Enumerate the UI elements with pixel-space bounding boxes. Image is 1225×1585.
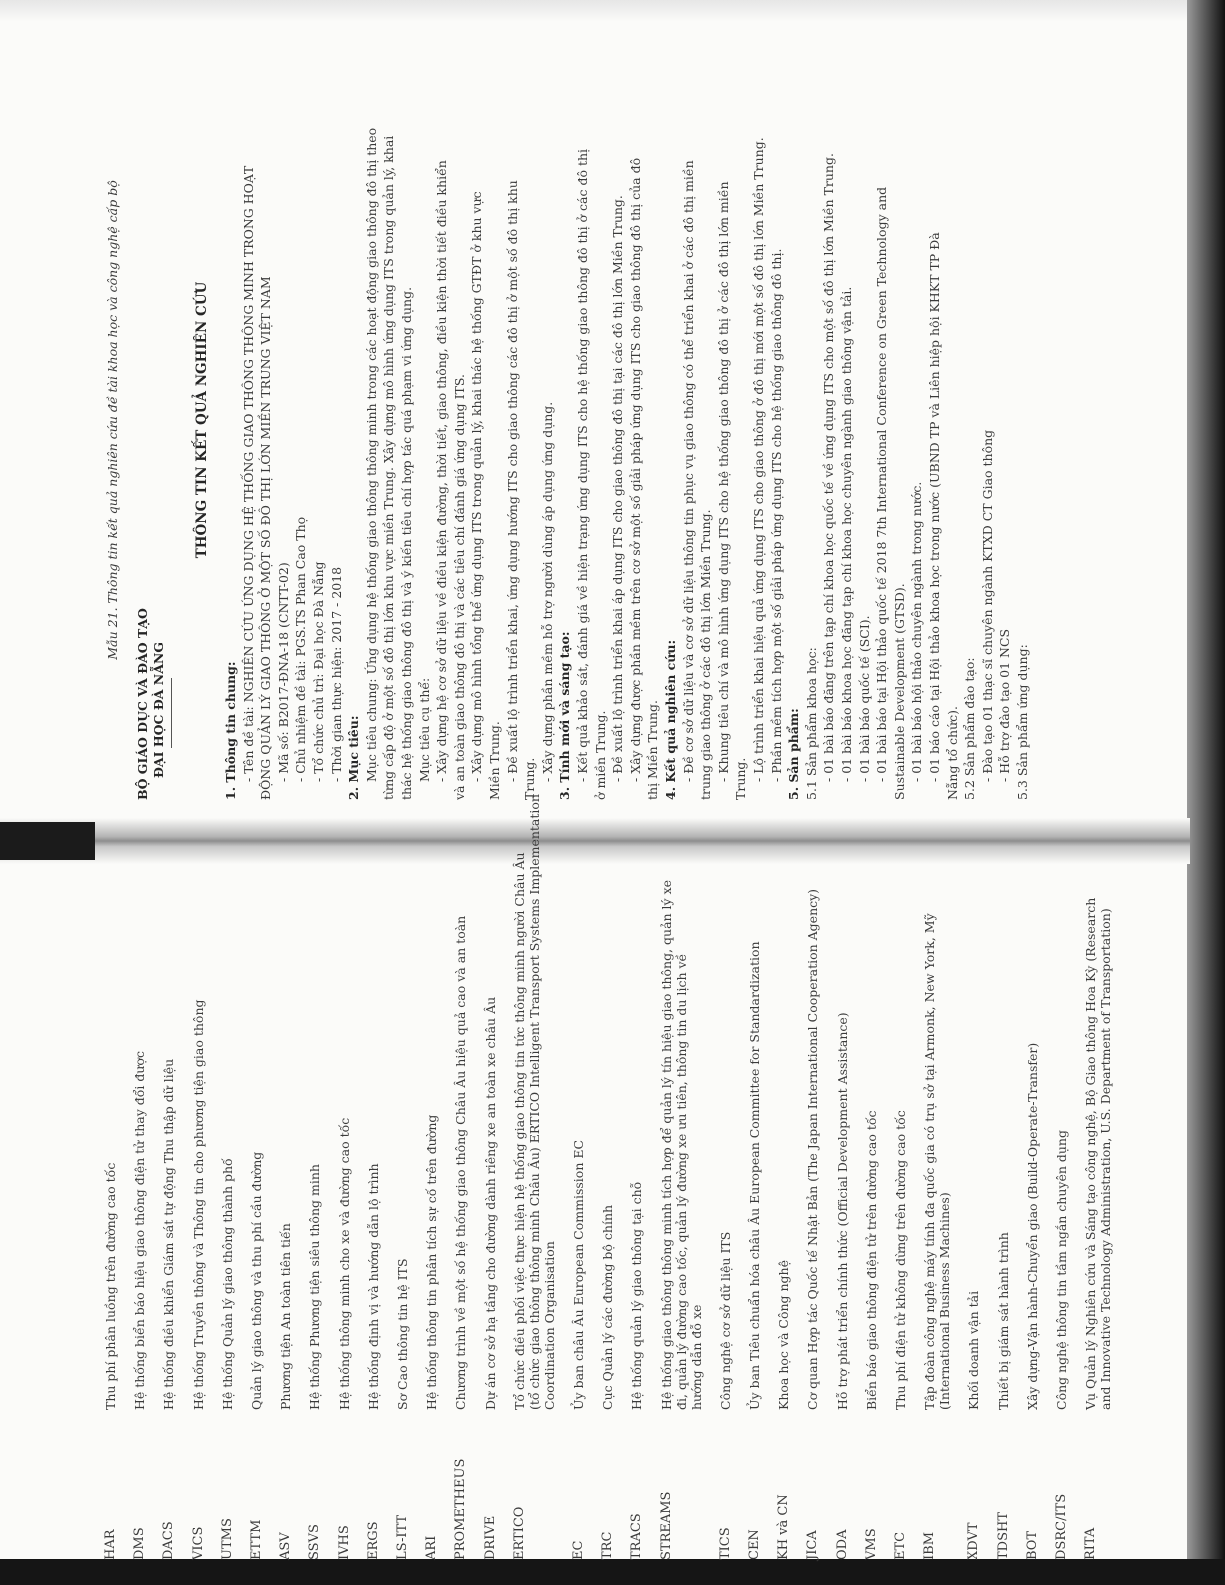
abbreviation-term: BOT bbox=[1024, 1530, 1040, 1560]
abbreviation-term: TRC bbox=[600, 1531, 616, 1560]
abbreviation-definition: Ủy ban Tiêu chuẩn hóa châu Âu European Committee for Standardization bbox=[747, 941, 762, 1410]
upper-page bbox=[95, 40, 1105, 800]
abbreviation-term: DMS bbox=[132, 1527, 148, 1560]
lower-page bbox=[95, 794, 1114, 1560]
body-line: Sustainable Development (GTSD). bbox=[891, 583, 907, 800]
abbreviation-term: TRACS bbox=[629, 1513, 645, 1560]
body-line: - Đào tạo 01 thạc sĩ chuyên ngành KTXD CT Giao thông bbox=[979, 429, 995, 782]
book-spine bbox=[0, 818, 1190, 864]
section-heading: 4. Kết quả nghiên cứu: bbox=[663, 639, 678, 800]
body-line: - 01 bài báo hội thảo chuyên ngành trong nước. bbox=[909, 481, 925, 782]
body-line: - 01 bài báo đăng trên tạp chí khoa học quốc tế về ứng dụng ITS cho một số đô thị lớn Miền Trung. bbox=[821, 153, 837, 782]
form-header: Mẫu 21. Thông tin kết quả nghiên cứu đề tài khoa học và công nghệ cấp bộ bbox=[105, 180, 120, 660]
abbreviation-term: CEN bbox=[747, 1529, 762, 1560]
abbreviation-definition: Hệ thống điều khiển Giám sát tự động Thu thập dữ liệu bbox=[161, 1058, 177, 1410]
abbreviation-definition: Thu phí phân luồng trên đường cao tốc bbox=[103, 1162, 118, 1410]
abbreviation-term: TICS bbox=[717, 1527, 733, 1560]
abbreviation-term: STREAMS bbox=[658, 1491, 674, 1560]
top-page-shadow bbox=[0, 0, 1225, 22]
abbreviation-term: DACS bbox=[161, 1521, 177, 1560]
section-heading: 1. Thông tin chung: bbox=[223, 661, 238, 800]
abbreviation-term: LS-ITT bbox=[395, 1514, 410, 1560]
abbreviation-term: KH và CN bbox=[776, 1494, 792, 1560]
abbreviation-term: DRIVE bbox=[482, 1515, 498, 1560]
abbreviation-definition: Hệ thống quản lý giao thông tại chỗ bbox=[629, 1181, 645, 1410]
abbreviation-definition: Thu phí điện tử không dừng trên đường cao tốc bbox=[893, 1110, 908, 1410]
body-line: - 01 báo cáo tại Hội thảo khoa học trong nước (UBND TP và Liên hiệp hội KHKT TP Đà bbox=[927, 232, 942, 782]
abbreviation-term: HAR bbox=[103, 1529, 118, 1560]
abbreviation-definition: Chương trình về một số hệ thống giao thông Châu Âu hiệu quả cao và an toàn bbox=[453, 915, 469, 1410]
abbreviation-definition: Hệ thống thông minh cho xe và đường cao tốc bbox=[336, 1117, 352, 1410]
body-line: - Hỗ trợ đào tạo 01 NCS bbox=[997, 628, 1013, 782]
abbreviation-definition: and Innovative Technology Administration, U.S. Department of Transportation) bbox=[1098, 908, 1114, 1410]
abbreviation-term: VICS bbox=[190, 1526, 206, 1560]
abbreviation-term: PROMETHEUS bbox=[453, 1458, 469, 1560]
body-line: - Tổ chức chủ trì: Đại học Đà Nẵng bbox=[311, 561, 326, 782]
body-line: ĐỘNG QUẢN LÝ GIAO THÔNG Ở MỘT SỐ ĐÔ THỊ LỚN MIỀN TRUNG VIỆT NAM bbox=[258, 276, 274, 800]
abbreviation-term: VMS bbox=[863, 1528, 879, 1560]
body-line: Trung. bbox=[733, 757, 749, 800]
body-line: - Đề xuất lộ trình triển khai áp dụng ITS cho giao thông đô thị tại các đô thị lớn Miền Trung. bbox=[610, 195, 626, 782]
body-line: từng cấp độ ở một số đô thị lớn khu vực miền Trung. Xây dựng mô hình ứng dụng ITS trong quản lý, khai bbox=[381, 135, 397, 800]
right-scanner-edge bbox=[1187, 0, 1225, 1585]
abbreviation-term: ETC bbox=[893, 1531, 908, 1560]
abbreviation-definition: Khối doanh vận tải bbox=[966, 1290, 982, 1410]
body-line: - Lộ trình triển khai hiệu quả ứng dụng ITS cho giao thông ở đô thị mới một số đô thị lớn Miền Trung. bbox=[751, 137, 766, 782]
abbreviation-definition: Hệ thống thông tin phân tích sự cố trên đường bbox=[424, 1114, 440, 1410]
abbreviation-term: DSRC/ITS bbox=[1054, 1493, 1069, 1560]
body-line: Miền Trung. bbox=[487, 721, 502, 800]
body-line: và an toàn giao thông đô thị và các tiêu chí đánh giá ứng dụng ITS. bbox=[451, 374, 467, 800]
abbreviation-definition: Hệ thống Quản lý giao thông thành phố bbox=[219, 1158, 235, 1410]
abbreviation-definition: Hỗ trợ phát triển chính thức (Official Development Assistance) bbox=[834, 1012, 850, 1410]
body-line: - Xây dựng hệ cơ sở dữ liệu về điều kiện đường, thời tiết, giao thông, điều kiện thời tiết điều khiển bbox=[434, 160, 450, 782]
abbreviation-term: ERTICO bbox=[511, 1506, 527, 1560]
body-line: - Khung tiêu chí và mô hình ứng dụng ITS cho hệ thống giao thông đô thị ở các đô thị lớn miền bbox=[715, 181, 731, 782]
abbreviation-term: ARI bbox=[424, 1535, 440, 1560]
abbreviation-term: RITA bbox=[1083, 1527, 1099, 1560]
abbreviation-definition: Tổ chức điều phối việc thực hiện hệ thống giao thông tin tức thông minh người Châu Âu bbox=[511, 852, 527, 1410]
body-line: - Thời gian thực hiện: 2017 - 2018 bbox=[328, 566, 344, 782]
section-heading: 5. Sản phẩm: bbox=[786, 708, 802, 800]
abbreviation-definition: Phương tiện An toàn tiên tiến bbox=[278, 1223, 294, 1410]
abbreviation-definition: Cục Quản lý các đường bộ chính bbox=[600, 1204, 616, 1410]
body-line: - Chủ nhiệm đề tài: PGS.TS Phan Cao Thọ bbox=[293, 516, 309, 782]
body-line: - Đề cơ sở dữ liệu và cơ sở dữ liệu thông tin phục vụ giao thông có thể triển khai ở các đô thị miền bbox=[680, 160, 696, 782]
body-line: - Xây dựng mô hình tổng thể ứng dụng ITS trong quản lý, khai thác hệ thống GTĐT ở khu vực bbox=[469, 191, 485, 782]
abbreviation-term: IVHS bbox=[336, 1525, 352, 1560]
abbreviation-definition: Ủy ban châu Âu European Commission EC bbox=[571, 1139, 586, 1410]
section-heading: 3. Tính mới và sáng tạo: bbox=[557, 631, 573, 800]
abbreviation-definition: Hệ thống Truyền thông và Thông tin cho phương tiện giao thông bbox=[190, 999, 206, 1410]
abbreviation-definition: Sơ Cao thông tin hệ ITS bbox=[395, 1258, 410, 1410]
document-title: THÔNG TIN KẾT QUẢ NGHIÊN CỨU bbox=[194, 281, 210, 559]
abbreviation-definition: (tổ chức giao thông thông minh Châu Âu) ERTICO Intelligent Transport Systems Implementation bbox=[526, 794, 542, 1410]
abbreviation-definition: Hệ thống biển báo hiệu giao thông điện tử thay đổi được bbox=[132, 1051, 148, 1410]
abbreviation-term: XDVT bbox=[966, 1522, 982, 1560]
bottom-scanner-edge bbox=[0, 1559, 1225, 1585]
abbreviation-term: ASV bbox=[278, 1532, 294, 1560]
abbreviation-term: IBM bbox=[922, 1532, 938, 1560]
abbreviation-definition: Khoa học và Công nghệ bbox=[776, 1260, 792, 1410]
book-spine-shadow bbox=[0, 822, 95, 860]
body-line: - Kết quả khảo sát, đánh giá về hiện trạng ứng dụng ITS cho hệ thống giao thông đô thị ở các đô thị bbox=[575, 148, 590, 782]
body-line: - Phần mềm tích hợp một số giải pháp ứng dụng ITS cho hệ thống giao thông đô thị. bbox=[768, 248, 784, 782]
body-line: Nẵng tổ chức). bbox=[944, 705, 960, 800]
body-line: 5.2 Sản phẩm đào tạo: bbox=[962, 657, 978, 800]
body-line: Trung. bbox=[522, 757, 538, 800]
body-line: - Xây dựng được phần mềm trên cơ sở một số giải pháp ứng dụng ITS cho giao thông đô thị của đô bbox=[627, 157, 643, 782]
abbreviation-definition: đi, quản lý đường cao tốc, quản lý đường xe ưu tiên, thông tin du lịch về bbox=[673, 953, 689, 1410]
abbreviation-term: JICA bbox=[805, 1530, 821, 1560]
body-line: trung giao thông ở các đô thị lớn Miền Trung. bbox=[698, 509, 714, 800]
body-line: Mục tiêu chung: Ứng dụng hệ thống giao thông thông minh trong các hoạt động giao thông đô thị theo bbox=[363, 127, 379, 782]
body-line: Mục tiêu cụ thể: bbox=[416, 677, 432, 782]
abbreviation-definition: Quản lý giao thông và thu phí cầu đường bbox=[249, 1151, 264, 1410]
university-name: ĐẠI HỌC ĐÀ NẴNG bbox=[151, 641, 166, 778]
abbreviation-definition: Công nghệ cơ sở dữ liệu ITS bbox=[717, 1231, 733, 1410]
abbreviation-definition: Hệ thống giao thông thông minh tích hợp để quản lý tín hiệu giao thông, quản lý xe bbox=[658, 879, 674, 1410]
abbreviation-term: SSVS bbox=[307, 1524, 323, 1560]
abbreviation-term: ERGS bbox=[365, 1521, 381, 1560]
body-line: thị Miền Trung. bbox=[645, 700, 661, 800]
abbreviation-definition: Dự án cơ sở hạ tầng cho đường dành riêng xe an toàn xe châu Âu bbox=[482, 996, 498, 1410]
abbreviation-definition: Công nghệ thông tin tầm ngắn chuyên dụng bbox=[1054, 1130, 1069, 1410]
abbreviation-definition: Hệ thống định vị và hướng dẫn lộ trình bbox=[365, 1163, 381, 1410]
body-line: 5.1 Sản phẩm khoa học: bbox=[803, 647, 819, 800]
body-line: - Đề xuất lộ trình triển khai, ứng dụng hướng ITS cho giao thông các đô thị ở một số đô thị khu bbox=[504, 180, 520, 782]
abbreviation-term: TDSHT bbox=[995, 1511, 1011, 1560]
abbreviation-definition: Tập đoàn công nghệ máy tính đa quốc gia có trụ sở tại Armonk, New York, Mỹ bbox=[922, 913, 938, 1410]
abbreviation-definition: Thiết bị giám sát hành trình bbox=[995, 1232, 1011, 1410]
body-line: - 01 bài báo quốc tế (SCI). bbox=[856, 615, 872, 782]
body-line: - Xây dựng phần mềm hỗ trợ người dùng áp dụng ứng dụng. bbox=[539, 401, 555, 782]
abbreviation-definition: Biển báo giao thông điện tử trên đường cao tốc bbox=[863, 1110, 879, 1410]
body-line: - Mã số: B2017-ĐNA-18 (CNTT-02) bbox=[275, 562, 291, 782]
abbreviation-term: ODA bbox=[834, 1529, 850, 1560]
abbreviation-definition: Cơ quan Hợp tác Quốc tế Nhật Bản (The Japan International Cooperation Agency) bbox=[805, 888, 821, 1410]
body-line: thác hệ thống giao thông đô thị và ý kiến tiêu chí hợp tác quá phạm vi ứng dụng. bbox=[399, 286, 414, 800]
ministry-name: BỘ GIÁO DỤC VÀ ĐÀO TẠO bbox=[135, 608, 150, 800]
abbreviation-definition: (International Business Machines) bbox=[937, 1192, 953, 1410]
section-heading: 2. Mục tiêu: bbox=[346, 715, 362, 800]
abbreviation-definition: Vụ Quản lý Nghiên cứu và Sáng tạo công nghệ, Bộ Giao thông Hoa Kỳ (Research bbox=[1083, 897, 1099, 1410]
abbreviation-definition: hướng dẫn đỗ xe bbox=[688, 1304, 704, 1410]
body-line: - 01 bài báo tại Hội thảo quốc tế 2018 7th International Conference on Green Technology and bbox=[874, 186, 890, 782]
abbreviation-definition: Xây dựng-Vận hành-Chuyển giao (Build-Operate-Transfer) bbox=[1024, 1042, 1040, 1410]
body-line: 5.3 Sản phẩm ứng dụng: bbox=[1015, 644, 1030, 800]
body-line: ở miền Trung. bbox=[592, 710, 608, 800]
body-line: - Tên đề tài: NGHIÊN CỨU ỨNG DỤNG HỆ THỐNG GIAO THÔNG THÔNG MINH TRONG HOẠT bbox=[240, 165, 256, 782]
abbreviation-term: EC bbox=[571, 1540, 586, 1560]
abbreviation-definition: Hệ thống Phương tiện siêu thông minh bbox=[307, 1164, 323, 1410]
abbreviation-term: ETTM bbox=[249, 1519, 264, 1560]
body-line: - 01 bài báo khoa học đăng tạp chí khoa học chuyên ngành giao thông vận tải. bbox=[839, 286, 854, 782]
abbreviation-term: UTMS bbox=[219, 1518, 235, 1560]
header-underline bbox=[171, 678, 172, 748]
abbreviation-definition: Coordination Organisation bbox=[541, 1241, 557, 1410]
